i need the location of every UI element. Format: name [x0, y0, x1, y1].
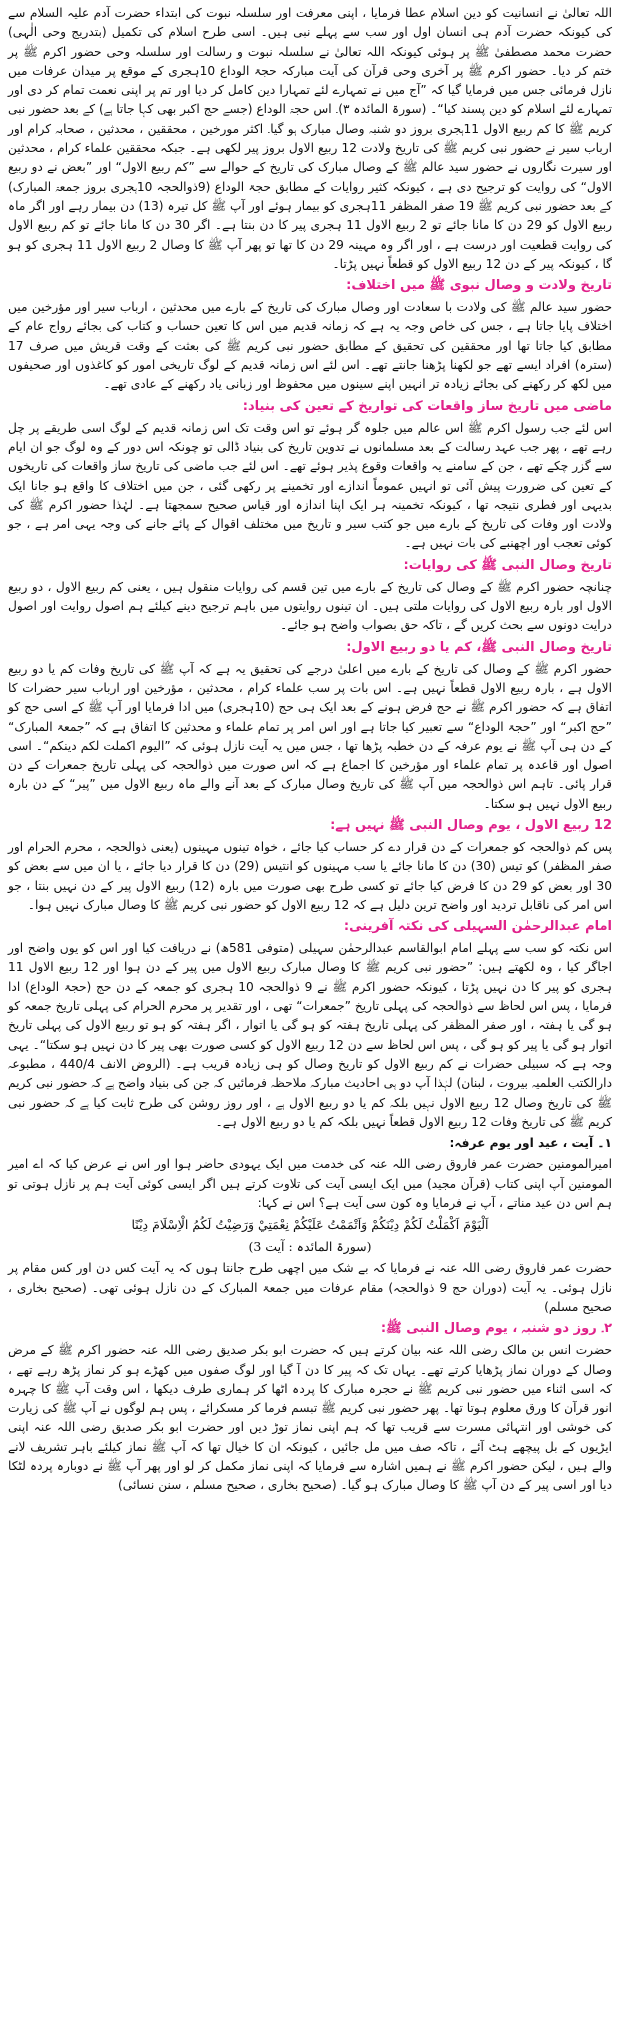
section-paragraph: چنانچہ حضور اکرم ﷺ کے وصال کی تاریخ کے بارے میں تین قسم کی روایات منقول ہیں ، یعنی کم ربیع الاول ، دو ربیع الاول اور بارہ ربیع الاول کی روایات ملتی ہیں۔ ان تینوں روایتوں میں باہم ترجیح دینے کیلئے ہم اصول روایت اور اصول درایت دونوں سے بحث کریں گے ، تاکہ حق بصواب واضح ہو جائے۔ — [8, 579, 612, 633]
section-ayah-eid-arafah — [8, 1134, 612, 1317]
section-heading: تاریخ وصال النبی ﷺ، کم یا دو ربیع الاول: — [346, 639, 612, 655]
section-paragraph: حضور سید عالم ﷺ کی ولادت با سعادت اور وصال مبارک کی تاریخ کے بارے میں محدثین ، ارباب سیر اور مؤرخین میں اختلاف پایا جاتا ہے ، جس کی خاص وجہ یہ ہے کہ زمانہ قدیم میں اس کا تعین حساب و کتاب کی بجائے رواج عام کے مطابق کیا جاتا تھا اور محققین کی تحقیق کے مطابق حضور نبی کریم ﷺ کی بعثت کے وقت قریش میں صرف 17 (سترہ) افراد ایسے تھے جو لکھنا پڑھنا جانتے تھے۔ اس لئے اس زمانہ قدیم کے لوگ تاریخی امور کو کاغذوں اور صحیفوں میں لکھ کر رکھنے کی بجائے زیادہ تر انہیں اپنے سینوں میں محفوظ اور زبانی یاد رکھنے کے عادی تھے۔ — [8, 300, 612, 392]
section-paragraph: اس لئے جب رسول اکرم ﷺ اس عالم میں جلوہ گر ہوئے تو اس وقت تک اس زمانہ قدیم کے لوگ اسی طریقے پر چل رہے تھے ، پھر جب عہد رسالت کے بعد مسلمانوں نے تدوین تاریخ کی بنیاد ڈالی تو چونکہ اس دور کے وہ لوگ جو ان ایام سے گزر چکے تھے ، جن کے سامنے یہ واقعات وقوع پذیر ہوئے تھے۔ اس لئے جب ماضی کی تاریخ ساز واقعات کی تاریخوں کے تعین کی ضرورت پیش آئی تو انہیں عموماً اندازے اور تخمینے پر رکھی گئی ، جن میں اختلاف کا واقع ہو جانا ایک بدیہی اور فطری نتیجہ تھا ، کیونکہ تخمینہ ہر ایک اپنا اندازہ اور قیاس صحیح سمجھتا ہے۔ لہٰذا حضور اکرم ﷺ کی ولادت اور وفات کی تاریخ کے بارے میں جو کتب سیر و تاریخ میں مختلف اقوال کے پائے جانے کی وجہ یہی امر ہے ، جو کوئی تعجب اور اچھنبے کی بات نہیں ہے۔ — [8, 420, 612, 551]
section-heading: تاریخ ولادت و وصال نبوی ﷺ میں اختلاف: — [346, 278, 612, 294]
section-historical-dating-basis — [8, 397, 612, 554]
section-paragraph: اس نکتہ کو سب سے پہلے امام ابوالقاسم عبدالرحمٰن سہیلی (متوفی 581ھ) نے دریافت کیا اور اس کو یوں واضح اور اجاگر کیا ، وہ لکھتے ہیں: ”حضور نبی کریم ﷺ کا وصال مبارک ربیع الاول میں پیر کے دن ہوا اور 12 ربیع الاول 11 ہجری کو پیر کا دن نہیں پڑتا ، کیونکہ حضور اکرم ﷺ نے 9 ذوالحجہ 10 ہجری کو جمعہ کے دن حج (حجۃ الوداع) ادا فرمایا ، پس اس لحاظ سے ذوالحجہ کی پہلی تاریخ ”جمعرات“ تھی ، اور تقدیر پر محرم الحرام کی پہلی تاریخ جمعہ کو ہو گی یا ہفتہ ، اور صفر المظفر کی پہلی تاریخ ہفتہ کو ہو گی یا اتوار ، اگر ہفتہ کو ہو تو ربیع الاول کی پہلی تاریخ اتوار ہو گی یا پیر کو ہو گی ، پس اس لحاظ سے دن 12 ربیع الاول کو کسی صورت بھی پیر کا دن نہیں ہو سکتا“۔ یہی وجہ ہے کہ سبیلی حضرات نے کم ربیع الاول کو تاریخ وصال کو ہی زیادہ قریب ہے۔ (الروض الانف 440/4 ، مطبوعہ دارالکتب العلمیہ بیروت ، لبنان) لہٰذا آپ دو ہی احادیث مبارکہ ملاحظہ فرمائیں کہ جن کی بنیاد واضح ہے کہ حضور نبی کریم ﷺ کی تاریخ وصال 12 ربیع الاول نہیں بلکہ کم یا دو ربیع الاول ہے ، اور روز روشن کی طرح ثابت کیا ہے کہ حضور نبی کریم ﷺ کی تاریخ وفات 12 ربیع الاول قطعاً نہیں بلکہ کم یا دو ربیع الاول ہے۔ — [8, 941, 612, 1129]
section-body — [8, 838, 612, 915]
section-heading: ۲۔ روز دو شنبہ ، یوم وصال النبی ﷺ: — [380, 1321, 612, 1337]
section-imam-suhaili — [8, 917, 612, 1132]
section-paragraph: حضرت انس بن مالک رضی اللہ عنہ بیان کرتے ہیں کہ حضرت ابو بکر صدیق رضی اللہ عنہ حضور اکرم ﷺ کے مرض وصال کے دوران نماز پڑھایا کرتے تھے۔ یہاں تک کہ پیر کا دن آ گیا اور لوگ صفوں میں کھڑے ہو کر نماز پڑھ رہے تھے ، کہ اسی اثناء میں حضور نبی کریم ﷺ نے حجرہ مبارک کا پردہ اٹھا کر ہماری طرف دیکھا ، اس وقت آپ ﷺ کا چہرہ انور قرآن کا ورق معلوم ہوتا تھا۔ پھر حضور نبی کریم ﷺ تبسم فرما کر مسکرائے ، پس ہم لوگوں نے آپ ﷺ کی زیارت کی خوشی اور انتہائی مسرت سے قریب تھا کہ ہم اپنی نماز توڑ دیں اور حضرت ابو بکر صدیق رضی اللہ عنہ اپنی ایڑیوں کے بل پیچھے ہٹ آئے ، تاکہ صف میں مل جائیں ، کیونکہ ان کا خیال تھا کہ آپ ﷺ نماز کیلئے باہر تشریف لانے والے ہیں ، لیکن حضور اکرم ﷺ نے ہمیں اشارہ سے فرمایا کہ اپنی نماز مکمل کر لو اور پھر آپ ﷺ نے دوبارہ پردہ لٹکا دیا اور اسی پیر کے دن آپ ﷺ کا وصال مبارک ہو گیا۔ (صحیح بخاری ، صحیح مسلم ، سنن نسائی) — [8, 1343, 612, 1493]
section-narrations — [8, 556, 612, 636]
intro-section — [8, 4, 612, 274]
intro-body — [8, 4, 612, 274]
section-body — [8, 939, 612, 1132]
section-twelfth-rabi — [8, 816, 612, 915]
section-body — [8, 419, 612, 554]
point-title: ۱۔ آیت ، عید اور یوم عرفہ: — [449, 1136, 612, 1151]
section-paragraph: امیرالمومنین حضرت عمر فاروق رضی اللہ عنہ کی خدمت میں ایک یہودی حاضر ہوا اور اس نے عرض کیا کہ اے امیر المومنین آپ اپنی کتاب (قرآن مجید) میں ایک ایسی آیت کی تلاوت کرتے ہیں اگر ایسی کوئی آیت ہم پر نازل ہوتی تو ہم اس دن عید مناتے ، آپ نے فرمایا وہ کون سی آیت ہے؟ اس نے کہا: — [8, 1157, 612, 1211]
section-paragraph: حضور اکرم ﷺ کے وصال کی تاریخ کے بارے میں اعلیٰ درجے کی تحقیق یہ ہے کہ آپ ﷺ کی تاریخ وفات کم یا دو ربیع الاول ہے ، بارہ ربیع الاول قطعاً نہیں ہے۔ اس بات پر سب علماء کرام ، محدثین ، مؤرخین اور ارباب سیر حضرات کا اتفاق ہے کہ حضور اکرم ﷺ نے حج فرض ہونے کے بعد ایک ہی حج (10ہجری) میں ادا فرمایا اور آپ ﷺ کے اسی حج کو ”حج اکبر“ اور ”حجۃ الوداع“ سے تعبیر کیا جاتا ہے اور اس امر پر تمام علماء و محدثین کا اتفاق ہے کہ ”جمعۃ المبارک“ کے دن ہی آپ ﷺ نے یوم عرفہ کے دن خطبہ پڑھا تھا ، جس میں یہ آیت نازل ہوئی کہ ”الیوم اکملت لکم دینکم“۔ اسی اصول اور قاعدہ پر تمام علماء اور مؤرخین کا اجماع ہے کہ اس صورت میں ذوالحجہ کی پہلی تاریخ جمعرات کے دن قرار پائی۔ تاہم اس ذوالحجہ میں آپ ﷺ کی تاریخ وصال مبارک کے بعد آنے والے ماہ ربیع الاول میں ”پیر“ کے دن بارہ ربیع الاول نہیں ہو سکتا۔ — [8, 661, 612, 811]
section-body — [8, 298, 612, 394]
section-body — [8, 1341, 612, 1495]
section-body — [8, 578, 612, 636]
section-heading: ماضی میں تاریخ ساز واقعات کی تواریخ کے تعین کی بنیاد: — [242, 398, 612, 414]
section-heading: 12 ربیع الاول ، یوم وصال النبی ﷺ نہیں ہے: — [330, 817, 612, 833]
section-heading: تاریخ وصال النبی ﷺ کی روایات: — [403, 557, 612, 573]
quran-verse: اَلْيَوْمَ اَكْمَلْتُ لَكُمْ دِيْنَكُمْ وَاَتْمَمْتُ عَلَيْكُمْ نِعْمَتِيْ وَرَضِيْتُ لَكُمُ الْاِسْلَامَ دِيْنًا — [131, 1217, 489, 1233]
section-paragraph: پس کم ذوالحجہ کو جمعرات کے دن قرار دے کر حساب کیا جائے ، خواہ تینوں مہینوں (یعنی ذوالحجہ ، محرم الحرام اور صفر المظفر) کو تیس (30) دن کا مانا جائے یا سب مہینوں کو انتیس (29) دن کا قرار دیا جائے ، یا ان میں سے بعض کو 30 اور بعض کو 29 دن کا فرض کیا جائے تو کسی طرح بھی صورت میں بارہ (12) ربیع الاول پیر کے دن نہیں بنتا ، جو اس امر کی ناقابل تردید اور واضح ترین دلیل ہے کہ 12 ربیع الاول کو حضور نبی کریم ﷺ کا وصال مبارک نہیں ہوا۔ — [8, 839, 613, 912]
section-heading: امام عبدالرحمٰن السہیلی کی نکتہ آفرینی: — [343, 919, 612, 935]
section-monday-day-of-passing — [8, 1319, 612, 1495]
section-body — [8, 1134, 612, 1317]
verse-reference: (سورۃ المائدہ : آیت 3) — [248, 1239, 372, 1255]
section-body — [8, 660, 612, 814]
intro-paragraph: اللہ تعالیٰ نے انسانیت کو دین اسلام عطا فرمایا ، اپنی معرفت اور سلسلہ نبوت کی ابتداء حضرت آدم علیہ السلام سے کی کیونکہ حضرت آدم ہی انسان اول اور سب سے پہلے نبی ہیں۔ اسی طرح اسلام کی تکمیل (بتدریج وحی الٰہی) حضرت محمد مصطفیٰ ﷺ پر ہوئی کیونکہ اللہ تعالیٰ نے سلسلہ نبوت و رسالت اور سلسلہ وحی حضور اکرم ﷺ پر ختم کر دیا۔ حضور اکرم ﷺ پر آخری وحی قرآن کی آیت مبارکہ حجۃ الوداع 10ہجری کے موقع پر میدان عرفات میں نازل فرمائی جس میں فرمایا گیا کہ ”آج میں نے تمہارے لئے تمہارا دین کامل کر دیا اور تم پر اپنی نعمت تمام کر دی اور تمہارے لئے اسلام کو دین پسند کیا“۔ (سورۃ المائدہ ۳)۔ اس حجۃ الوداع (جسے حج اکبر بھی کہا جاتا ہے) کے بعد حضور نبی کریم ﷺ کا کم ربیع الاول 11ہجری بروز دو شنبہ وصال مبارک ہو گیا۔ اکثر مورخین ، محققین ، محدثین ، صحابہ کرام اور ارباب سیر نے حضور نبی کریم ﷺ کی تاریخ ولادت 12 ربیع الاول بروز پیر لکھی ہے۔ جبکہ محققین علماء کرام ، محدثین اور سیرت نگاروں نے حضور سید عالم ﷺ کے وصال مبارک کی تاریخ کے حوالے سے ”کم ربیع الاول“ اور ”بعض نے دو ربیع الاول“ کی روایت کو ترجیح دی ہے ، کیونکہ کثیر روایات کے مطابق حجۃ الوداع (9ذوالحجہ 10ہجری بروز جمعۃ المبارک) کے بعد حضور نبی کریم ﷺ 19 صفر المظفر 11ہجری کو بیمار ہوئے اور آپ ﷺ کل تیرہ (13) دن بیمار رہے اور اگر ماہ ربیع الاول کو 29 دن کا مانا جائے تو 2 ربیع الاول 11 ہجری پیر کا دن بنتا ہے۔ اگر 30 دن کا مانا جائے تو کم ربیع الاول کی روایت قطعیت اور درست ہے ، اور اگر وہ مہینہ 29 دن کا تھا تو پھر آپ ﷺ کا وصال 2 ربیع الاول 11 ہجری کو ہو گا ، کیونکہ پیر کے دن 12 ربیع الاول کو قطعاً نہیں پڑتا۔ — [8, 6, 612, 271]
section-first-or-second-rabi — [8, 638, 612, 814]
section-paragraph: حضرت عمر فاروق رضی اللہ عنہ نے فرمایا کہ بے شک میں اچھی طرح جانتا ہوں کہ یہ آیت کس دن اور کس مقام پر نازل ہوئی۔ یہ آیت (دوران حج 9 ذوالحجہ) مقام عرفات میں جمعۃ المبارک کے دن نازل ہوئی تھی۔ (صحیح بخاری ، صحیح مسلم) — [8, 1261, 612, 1314]
section-birth-death-difference — [8, 276, 612, 394]
